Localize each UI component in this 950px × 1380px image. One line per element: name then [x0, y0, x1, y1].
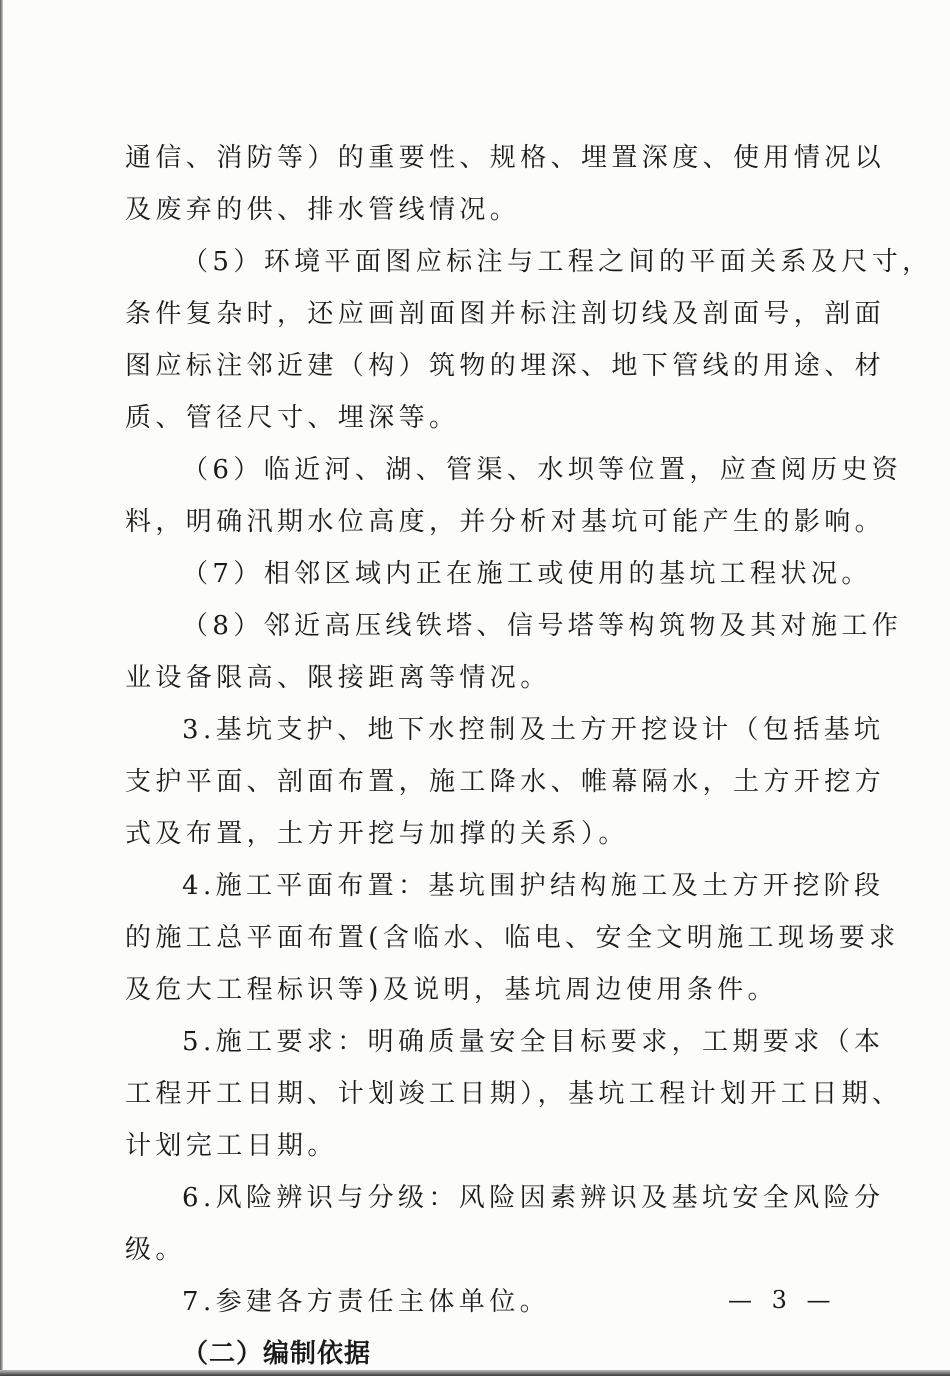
text-line: 通信、消防等）的重要性、规格、埋置深度、使用情况以: [125, 143, 886, 173]
text-line: 4.施工平面布置：基坑围护结构施工及土方开挖阶段: [182, 871, 885, 901]
text-line: 图应标注邻近建（构）筑物的埋深、地下管线的用途、材: [125, 351, 886, 381]
text-line: 料，明确汛期水位高度，并分析对基坑可能产生的影响。: [125, 507, 886, 537]
text-line: 计划完工日期。: [125, 1131, 338, 1161]
text-line: （6）临近河、湖、管渠、水坝等位置，应查阅历史资: [182, 455, 903, 485]
text-line: 3.基坑支护、地下水控制及土方开挖设计（包括基坑: [182, 715, 885, 745]
text-line: 及废弃的供、排水管线情况。: [125, 195, 521, 225]
text-line: （5）环境平面图应标注与工程之间的平面关系及尺寸，: [182, 247, 933, 277]
text-line: 条件复杂时，还应画剖面图并标注剖切线及剖面号，剖面: [125, 299, 886, 329]
scan-edge-bottom: [0, 1370, 950, 1376]
text-line: 质、管径尺寸、埋深等。: [125, 403, 460, 433]
text-line: 式及布置，土方开挖与加撑的关系）。: [125, 819, 629, 849]
text-line: （8）邻近高压线铁塔、信号塔等构筑物及其对施工作: [182, 611, 903, 641]
page-number: — 3 —: [728, 1286, 837, 1314]
text-line: 7.参建各方责任主体单位。: [182, 1287, 551, 1317]
section-heading: （二）编制依据: [182, 1339, 372, 1369]
text-line: 的施工总平面布置(含临水、临电、安全文明施工现场要求: [125, 923, 900, 953]
text-line: 级。: [125, 1235, 186, 1265]
text-line: 6.风险辨识与分级：风险因素辨识及基坑安全风险分: [182, 1183, 885, 1213]
scan-edge-left: [0, 0, 3, 1376]
text-line: 支护平面、剖面布置，施工降水、帷幕隔水，土方开挖方: [125, 767, 886, 797]
text-line: （7）相邻区域内正在施工或使用的基坑工程状况。: [182, 559, 872, 589]
text-line: 5.施工要求：明确质量安全目标要求，工期要求（本: [182, 1027, 885, 1057]
text-line: 工程开工日期、计划竣工日期），基坑工程计划开工日期、: [125, 1079, 903, 1109]
text-line: 业设备限高、限接距离等情况。: [125, 663, 551, 693]
body-text: [125, 132, 933, 1380]
text-line: 及危大工程标识等)及说明，基坑周边使用条件。: [125, 975, 778, 1005]
